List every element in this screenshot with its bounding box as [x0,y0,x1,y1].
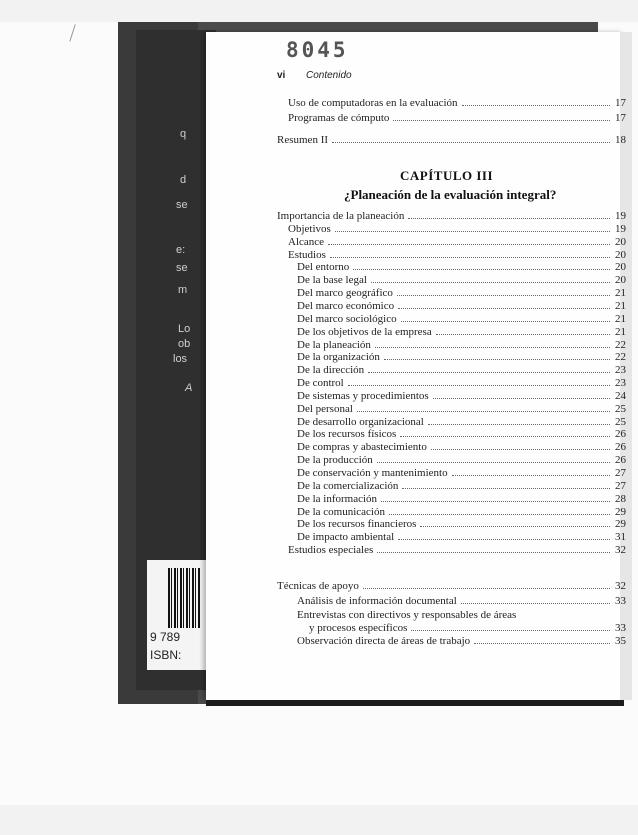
toc-entry-text: Del personal [297,402,353,415]
toc-entry [297,493,626,505]
toc-entry-text: Uso de computadoras en la evaluación [288,97,458,109]
toc-entry-text: Resumen II [277,134,329,146]
toc-entry-page: 35 [615,635,626,647]
toc-entry-page: 28 [615,492,626,505]
cover-fragment: e: [176,244,186,256]
toc-entry-text: Observación directa de áreas de trabajo [297,635,471,647]
cover-fragment: los [173,353,188,365]
toc-entry [297,261,626,273]
toc-entry-page: 20 [615,261,626,274]
toc-entry-page: 18 [615,134,626,146]
toc-entry-text: Programas de cómputo [288,112,390,124]
cover-fragment: Lo [178,323,191,335]
toc-entry-text: De la comunicación [297,505,385,518]
toc-entry [297,300,626,312]
toc-entry-text: Análisis de información documental [297,595,457,607]
toc-entry [297,351,626,363]
toc-entry-text: Del marco sociológico [297,312,397,325]
toc-entry-page: 24 [615,389,626,402]
scan-top-margin [0,0,638,22]
scan-bottom-margin [0,805,638,835]
toc-entry [288,236,626,248]
toc-entry-page: 27 [615,467,626,479]
toc-entry-text: De los objetivos de la empresa [297,325,432,338]
toc-entry-text: Del entorno [297,261,350,274]
toc-entry [297,428,626,440]
toc-entry-page: 17 [615,97,626,109]
toc-entry-page: 32 [615,544,626,557]
toc-entry-page: 21 [615,325,626,338]
toc-entry-page: 25 [615,402,626,415]
isbn-number: 9 789 [150,630,181,644]
toc-entry-page: 25 [615,415,626,428]
toc-entry-text: Del marco económico [297,299,395,312]
toc-entry-text: De compras y abastecimiento [297,441,427,454]
toc-entry-page: 26 [615,441,626,454]
toc-entry [297,416,626,428]
toc-entry [297,506,626,518]
toc-entry [297,441,626,453]
toc-entry-page: 26 [615,454,626,467]
cover-fragment: se [176,262,188,274]
toc-entry-page: 20 [615,274,626,287]
toc-entry-text: De la organización [297,351,380,364]
toc-entry [297,480,626,492]
toc-entry-text: De desarrollo organizacional [297,415,424,428]
toc-entry-text: y procesos específicos [309,622,408,634]
running-header: Contenido [306,70,352,81]
toc-entry [277,580,626,592]
toc-entry-text: Objetivos [288,222,331,235]
toc-entry-page: 20 [615,235,626,248]
toc-entry-page: 21 [615,287,626,300]
toc-entry-text: Estudios [288,248,326,261]
toc-entry-page: 21 [615,312,626,325]
toc-entry [277,210,626,222]
toc-entry-text: De la base legal [297,274,367,287]
cover-fragment: A [185,382,193,394]
toc-entry [277,134,626,146]
page-bottom-rule [206,700,624,706]
toc-entry-text: De control [297,377,344,390]
toc-entry [297,518,626,530]
toc-entry-page: 26 [615,428,626,441]
toc-entry [297,364,626,376]
toc-entry-page: 20 [615,248,626,261]
toc-entry [297,635,626,647]
toc-entry-page: 33 [615,595,626,607]
toc-entry [297,403,626,415]
toc-entry-text: De los recursos financieros [297,518,417,531]
toc-entry-page: 27 [615,479,626,492]
toc-entry-page: 19 [615,222,626,235]
toc-entry [288,249,626,261]
isbn-label: ISBN: [150,648,182,662]
cover-fragment: ob [178,338,191,350]
toc-entry-page: 19 [615,210,626,222]
toc-entry [297,531,626,543]
toc-entry-page: 22 [615,338,626,351]
toc-entry [297,454,626,466]
toc-entry [297,313,626,325]
toc-entry-text: De los recursos físicos [297,428,397,441]
toc-entry-text: Importancia de la planeación [277,210,405,222]
toc-entry [297,390,626,402]
toc-entry-page: 21 [615,299,626,312]
toc-entry-text: De conservación y mantenimiento [297,467,448,479]
toc-entry-text: Alcance [288,235,325,248]
toc-entry [288,223,626,235]
toc-entry-page: 22 [615,351,626,364]
toc-entry [288,544,626,556]
toc-entry-text: Del marco geográfico [297,287,393,300]
toc-entry [309,622,626,634]
toc-entry-page: 33 [615,622,626,634]
toc-entry-page: 23 [615,364,626,377]
cover-fragment: q [180,128,187,140]
toc-entry-text: De impacto ambiental [297,531,395,544]
toc-entry-text: Técnicas de apoyo [277,580,359,592]
page-number: vi [277,70,286,81]
toc-entry-page: 31 [615,531,626,544]
toc-entry-text: De la información [297,492,378,505]
toc-entry [297,274,626,286]
toc-entry [297,595,626,607]
cover-fragment: d [180,174,187,186]
toc-entry-page: 32 [615,580,626,592]
toc-entry-text: De la planeación [297,338,371,351]
library-stamp: 8045 [286,38,349,62]
toc-entry-page: 29 [615,518,626,531]
chapter-label: CAPÍTULO III [400,168,494,183]
toc-entry [297,339,626,351]
barcode [168,568,200,628]
toc-entry-page: 29 [615,505,626,518]
toc-entry [297,467,626,479]
toc-entry-page: 17 [615,112,626,124]
toc-entry [297,609,626,621]
toc-entry-text: De sistemas y procedimientos [297,389,429,402]
toc-entry-text: De la dirección [297,364,365,377]
toc-entry-text: Estudios especiales [288,544,374,557]
cover-fragment: m [178,284,188,296]
toc-entry [288,112,626,124]
toc-entry [288,97,626,109]
toc-entry [297,287,626,299]
toc-entry-page: 23 [615,377,626,390]
toc-entry-text: De la producción [297,454,373,467]
toc-entry [297,326,626,338]
toc-entry [297,377,626,389]
toc-entry-text: De la comercialización [297,479,399,492]
toc-entry-text: Entrevistas con directivos y responsables de áreas [297,609,517,621]
cover-fragment: se [176,199,188,211]
chapter-title: ¿Planeación de la evaluación integral? [344,187,557,202]
